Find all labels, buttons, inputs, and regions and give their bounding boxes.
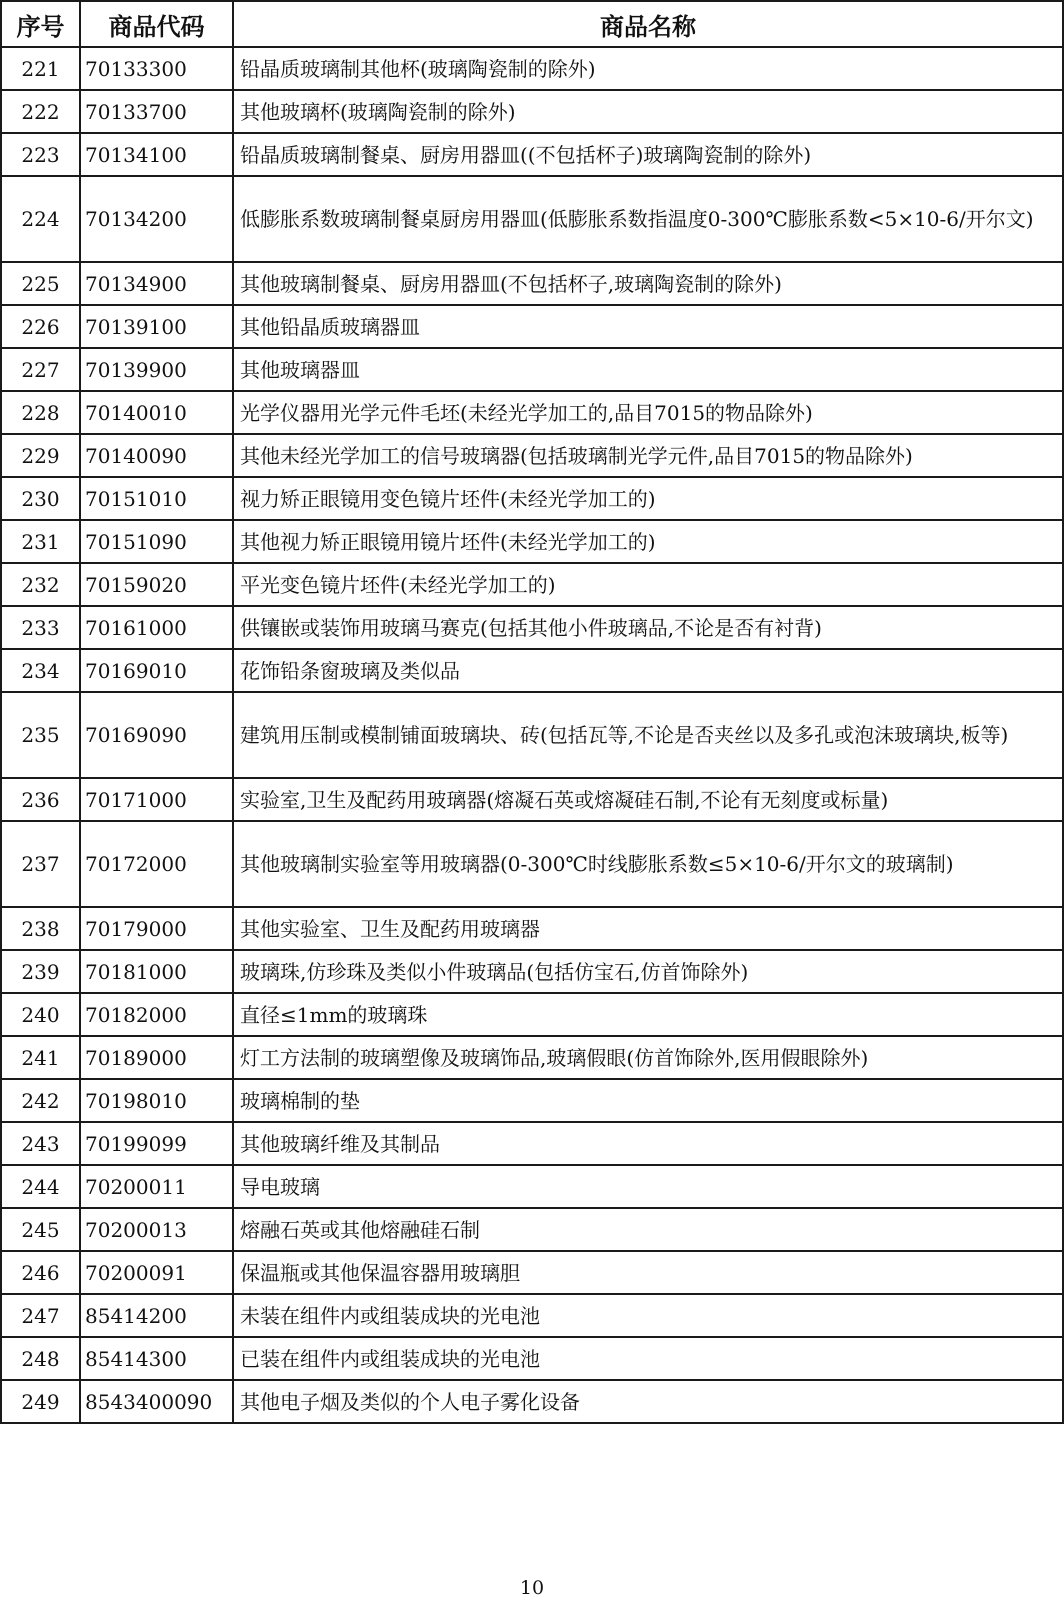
serial-number: 243 [1,1122,80,1165]
product-code: 70171000 [80,778,233,821]
table-row [1,1294,1063,1337]
table-row [1,520,1063,563]
product-name: 其他玻璃杯(玻璃陶瓷制的除外) [233,90,1063,133]
product-name: 铅晶质玻璃制餐桌、厨房用器皿((不包括杯子)玻璃陶瓷制的除外) [233,133,1063,176]
product-code: 70189000 [80,1036,233,1079]
table-row [1,778,1063,821]
product-code: 85414300 [80,1337,233,1380]
product-code: 70159020 [80,563,233,606]
product-name: 其他电子烟及类似的个人电子雾化设备 [233,1380,1063,1423]
table-row [1,1079,1063,1122]
product-name: 灯工方法制的玻璃塑像及玻璃饰品,玻璃假眼(仿首饰除外,医用假眼除外) [233,1036,1063,1079]
serial-number: 237 [1,821,80,907]
table-row [1,950,1063,993]
product-name: 实验室,卫生及配药用玻璃器(熔凝石英或熔凝硅石制,不论有无刻度或标量) [233,778,1063,821]
product-name: 导电玻璃 [233,1165,1063,1208]
product-name: 视力矫正眼镜用变色镜片坯件(未经光学加工的) [233,477,1063,520]
table-row [1,692,1063,778]
product-code: 70200011 [80,1165,233,1208]
product-code: 70200091 [80,1251,233,1294]
serial-number: 224 [1,176,80,262]
product-name: 花饰铅条窗玻璃及类似品 [233,649,1063,692]
header-product-name: 商品名称 [233,1,1063,47]
table-row [1,993,1063,1036]
product-code: 70133300 [80,47,233,90]
serial-number: 240 [1,993,80,1036]
serial-number: 248 [1,1337,80,1380]
table-row [1,1165,1063,1208]
serial-number: 226 [1,305,80,348]
serial-number: 242 [1,1079,80,1122]
table-row [1,606,1063,649]
serial-number: 239 [1,950,80,993]
product-code: 70134100 [80,133,233,176]
header-product-code: 商品代码 [80,1,233,47]
product-name: 直径≤1mm的玻璃珠 [233,993,1063,1036]
product-name: 低膨胀系数玻璃制餐桌厨房用器皿(低膨胀系数指温度0-300℃膨胀系数<5×10-6/开尔文) [233,176,1063,262]
product-name: 其他玻璃器皿 [233,348,1063,391]
product-name: 玻璃棉制的垫 [233,1079,1063,1122]
product-code: 70182000 [80,993,233,1036]
product-name: 其他未经光学加工的信号玻璃器(包括玻璃制光学元件,品目7015的物品除外) [233,434,1063,477]
product-code: 70199099 [80,1122,233,1165]
product-code: 70134200 [80,176,233,262]
serial-number: 245 [1,1208,80,1251]
serial-number: 241 [1,1036,80,1079]
serial-number: 229 [1,434,80,477]
product-name: 供镶嵌或装饰用玻璃马赛克(包括其他小件玻璃品,不论是否有衬背) [233,606,1063,649]
serial-number: 221 [1,47,80,90]
product-name: 保温瓶或其他保温容器用玻璃胆 [233,1251,1063,1294]
product-name: 其他实验室、卫生及配药用玻璃器 [233,907,1063,950]
product-code: 70181000 [80,950,233,993]
table-row [1,1337,1063,1380]
table-row [1,176,1063,262]
product-code: 70140010 [80,391,233,434]
serial-number: 233 [1,606,80,649]
table-row [1,649,1063,692]
serial-number: 236 [1,778,80,821]
product-name: 光学仪器用光学元件毛坯(未经光学加工的,品目7015的物品除外) [233,391,1063,434]
product-code: 70179000 [80,907,233,950]
product-code: 70200013 [80,1208,233,1251]
serial-number: 222 [1,90,80,133]
product-code: 70134900 [80,262,233,305]
table-row [1,391,1063,434]
product-code: 70151090 [80,520,233,563]
product-code: 70139100 [80,305,233,348]
product-code: 70140090 [80,434,233,477]
product-name: 其他玻璃制实验室等用玻璃器(0-300℃时线膨胀系数≤5×10-6/开尔文的玻璃制) [233,821,1063,907]
product-name: 玻璃珠,仿珍珠及类似小件玻璃品(包括仿宝石,仿首饰除外) [233,950,1063,993]
product-code: 70151010 [80,477,233,520]
table-row [1,907,1063,950]
table-row [1,821,1063,907]
table-row [1,133,1063,176]
serial-number: 223 [1,133,80,176]
serial-number: 227 [1,348,80,391]
product-code: 70169090 [80,692,233,778]
table-row [1,90,1063,133]
product-code: 70169010 [80,649,233,692]
product-name: 熔融石英或其他熔融硅石制 [233,1208,1063,1251]
product-code: 70172000 [80,821,233,907]
serial-number: 225 [1,262,80,305]
table-row [1,563,1063,606]
serial-number: 232 [1,563,80,606]
serial-number: 234 [1,649,80,692]
page-number: 10 [519,1577,545,1599]
product-name: 其他视力矫正眼镜用镜片坯件(未经光学加工的) [233,520,1063,563]
table-row [1,1208,1063,1251]
product-code: 85414200 [80,1294,233,1337]
serial-number: 230 [1,477,80,520]
table-row [1,477,1063,520]
table-row [1,1251,1063,1294]
table-header-row [1,1,1063,47]
product-name: 未装在组件内或组装成块的光电池 [233,1294,1063,1337]
product-code: 70198010 [80,1079,233,1122]
serial-number: 246 [1,1251,80,1294]
serial-number: 244 [1,1165,80,1208]
serial-number: 231 [1,520,80,563]
table-row [1,348,1063,391]
serial-number: 238 [1,907,80,950]
header-serial-number: 序号 [1,1,80,47]
product-name: 其他玻璃制餐桌、厨房用器皿(不包括杯子,玻璃陶瓷制的除外) [233,262,1063,305]
product-name: 铅晶质玻璃制其他杯(玻璃陶瓷制的除外) [233,47,1063,90]
product-name: 平光变色镜片坯件(未经光学加工的) [233,563,1063,606]
serial-number: 249 [1,1380,80,1423]
product-name: 其他玻璃纤维及其制品 [233,1122,1063,1165]
table-row [1,262,1063,305]
product-name: 已装在组件内或组装成块的光电池 [233,1337,1063,1380]
serial-number: 228 [1,391,80,434]
product-code: 70133700 [80,90,233,133]
table-row [1,305,1063,348]
product-code: 70139900 [80,348,233,391]
table-row [1,434,1063,477]
product-name: 其他铅晶质玻璃器皿 [233,305,1063,348]
product-name: 建筑用压制或模制铺面玻璃块、砖(包括瓦等,不论是否夹丝以及多孔或泡沫玻璃块,板等) [233,692,1063,778]
serial-number: 247 [1,1294,80,1337]
table-row [1,1036,1063,1079]
product-code: 8543400090 [80,1380,233,1423]
table-row [1,1380,1063,1423]
table-row [1,47,1063,90]
serial-number: 235 [1,692,80,778]
table-row [1,1122,1063,1165]
product-code: 70161000 [80,606,233,649]
